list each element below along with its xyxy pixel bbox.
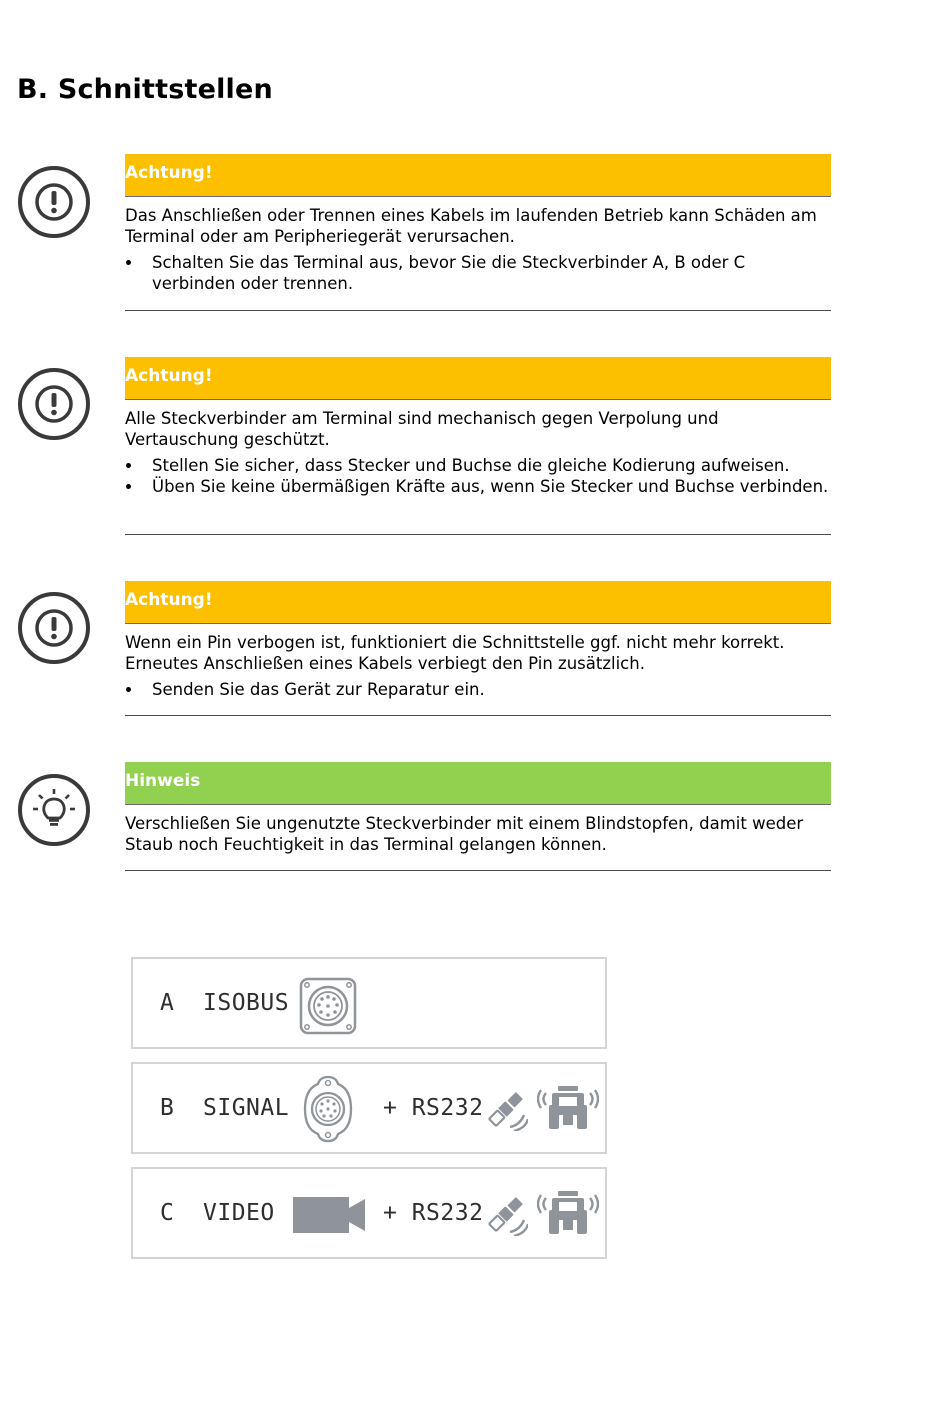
tractor-sensor-icon [537,1083,599,1131]
tractor-sensor-icon [537,1188,599,1236]
notice-bullet: Stellen Sie sicher, dass Stecker und Buchse die gleiche Kodierung aufweisen. [125,455,831,476]
isobus-connector-icon [299,977,357,1035]
video-camera-icon [293,1196,365,1234]
connector-label: SIGNAL [203,1095,290,1121]
divider [125,870,831,871]
connector-row-a [131,957,607,1049]
notice-bullet: Schalten Sie das Terminal aus, bevor Sie die Steckverbinder A, B oder C verbinden oder trennen. [125,252,831,294]
rs232-label: + RS232 [383,1095,484,1121]
notice-header: Achtung! [125,154,831,197]
notice-text: Alle Steckverbinder am Terminal sind mechanisch gegen Verpolung und Vertauschung geschützt. [125,409,719,449]
gps-satellite-icon [484,1192,528,1236]
notice-text: Wenn ein Pin verbogen ist, funktioniert die Schnittstelle ggf. nicht mehr korrekt. Erneutes Anschließen eines Kabels verbiegt den Pin zusätzlich. [125,633,785,673]
exclamation-circle-icon [16,366,92,442]
divider [125,310,831,311]
connector-row-b [131,1062,607,1154]
exclamation-circle-icon [16,590,92,666]
divider [125,715,831,716]
connector-row-c [131,1167,607,1259]
exclamation-circle-icon [16,164,92,240]
page-title: B. Schnittstellen [17,74,273,105]
divider [125,534,831,535]
connector-letter: A [160,990,175,1016]
connector-label: VIDEO [203,1200,275,1226]
notice-bullet: Üben Sie keine übermäßigen Kräfte aus, wenn Sie Stecker und Buchse verbinden. [125,476,831,497]
notice-bullet: Senden Sie das Gerät zur Reparatur ein. [125,679,831,700]
notice-header: Achtung! [125,581,831,624]
notice-text: Verschließen Sie ungenutzte Steckverbinder mit einem Blindstopfen, damit weder Staub noch Feuchtigkeit in das Terminal gelangen können. [125,814,804,854]
connector-label: ISOBUS [203,990,290,1016]
lightbulb-icon [16,772,92,848]
gps-satellite-icon [484,1087,528,1131]
connector-letter: B [160,1095,175,1121]
rs232-label: + RS232 [383,1200,484,1226]
notice-text: Das Anschließen oder Trennen eines Kabels im laufenden Betrieb kann Schäden am Terminal oder am Peripheriegerät verursachen. [125,206,817,246]
notice-header: Achtung! [125,357,831,400]
notice-header: Hinweis [125,762,831,805]
signal-connector-icon [303,1075,353,1143]
connector-letter: C [160,1200,175,1226]
